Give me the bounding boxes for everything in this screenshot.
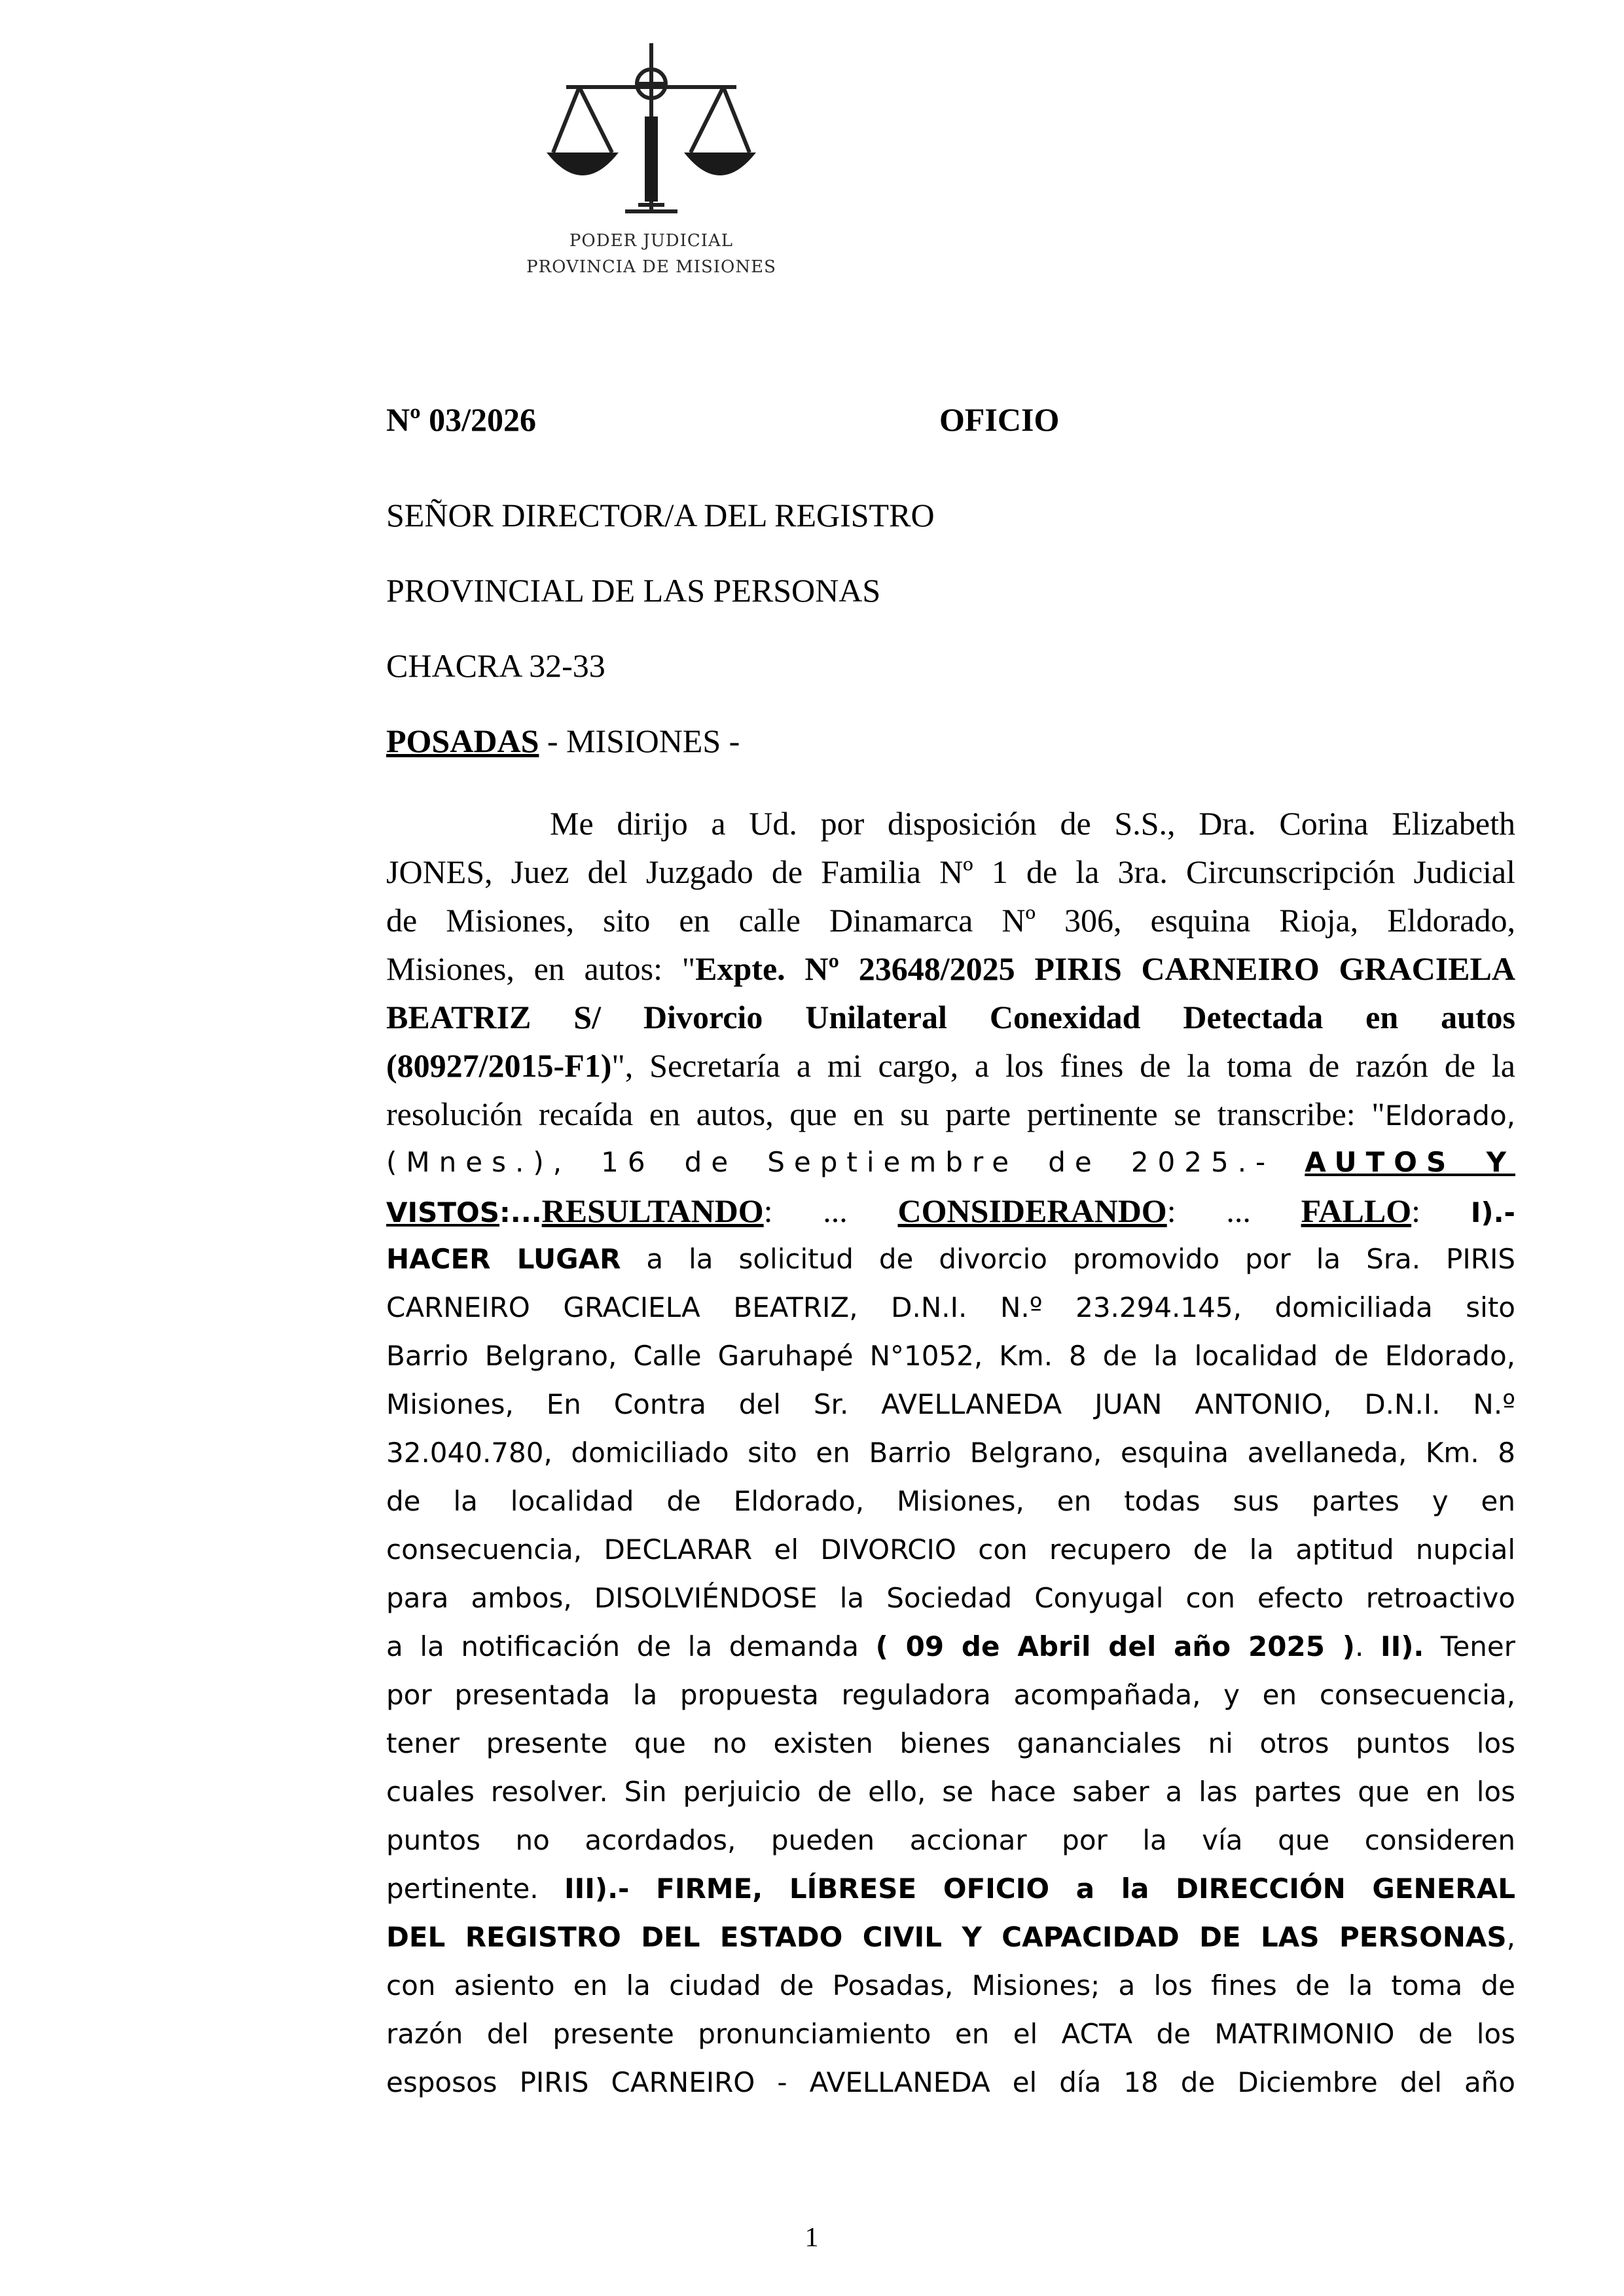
body-line-16: consecuencia, DECLARAR el DIVORCIO con recupero de la aptitud nupcial [386, 1534, 1515, 1566]
body-line-5 [386, 997, 1515, 1037]
body-line-14: 32.040.780, domiciliado sito en Barrio Belgrano, esquina avellaneda, Km. 8 [386, 1437, 1515, 1469]
text-span: , [1506, 1921, 1515, 1953]
body-line-11: CARNEIRO GRACIELA BEATRIZ, D.N.I. N.º 23.294.145, domiciliada sito [386, 1291, 1515, 1323]
letterhead-line-2: PROVINCIA DE MISIONES [526, 257, 776, 277]
text-span: ", Secretaría a mi cargo, a los fines de la toma de razón de la [611, 1047, 1515, 1084]
document-number: Nº 03/2026 [386, 401, 537, 438]
hacer-lugar-label: HACER LUGAR [386, 1243, 621, 1275]
body-line-4 [386, 949, 1515, 988]
text-span: Tener [1424, 1630, 1516, 1662]
body-line-15: de la localidad de Eldorado, Misiones, en todas sus partes y en [386, 1485, 1515, 1517]
body-line-26: razón del presente pronunciamiento en el ACTA de MATRIMONIO de los [386, 2018, 1515, 2050]
body-line-12: Barrio Belgrano, Calle Garuhapé N°1052, Km. 8 de la localidad de Eldorado, [386, 1340, 1515, 1372]
body-line-2: JONES, Juez del Juzgado de Familia Nº 1 de la 3ra. Circunscripción Judicial [386, 853, 1515, 890]
scales-of-justice-icon [540, 38, 763, 234]
body-line-10 [386, 1240, 1515, 1279]
body-line-1: Me dirijo a Ud. por disposición de S.S., Dra. Corina Elizabeth [550, 805, 1515, 842]
body-line-8 [386, 1143, 1515, 1182]
considerando-heading: CONSIDERANDO [897, 1193, 1167, 1229]
body-line-19: por presentada la propuesta reguladora acompañada, y en consecuencia, [386, 1679, 1515, 1711]
case-number: (80927/2015-F1) [386, 1047, 612, 1084]
letterhead-line-1: PODER JUDICIAL [569, 231, 734, 251]
vistos-heading: VISTOS [386, 1196, 499, 1229]
body-line-13: Misiones, En Contra del Sr. AVELLANEDA JUAN ANTONIO, D.N.I. N.º [386, 1388, 1515, 1420]
notification-date: ( 09 de Abril del año 2025 ) [875, 1630, 1355, 1662]
registry-name: DEL REGISTRO DEL ESTADO CIVIL Y CAPACIDAD DE LAS PERSONAS [386, 1921, 1507, 1953]
text-span: a la notificación de la demanda [386, 1630, 876, 1662]
body-line-21: cuales resolver. Sin perjuicio de ello, se hace saber a las partes que en los [386, 1776, 1515, 1808]
text-span: Eldorado, [1384, 1100, 1515, 1132]
autos-y-heading: AUTOS Y [1305, 1146, 1515, 1178]
text-span: . [1354, 1630, 1380, 1662]
body-line-20: tener presente que no existen bienes gananciales ni otros puntos los [386, 1727, 1515, 1759]
body-line-22: puntos no acordados, pueden accionar por la vía que consideren [386, 1824, 1515, 1856]
recipient-province: - MISIONES - [539, 723, 740, 759]
recipient-line-3: CHACRA 32-33 [386, 647, 605, 684]
point-two-label: II). [1380, 1630, 1424, 1662]
text-span: : [1411, 1193, 1471, 1229]
document-type: OFICIO [939, 401, 1060, 438]
resultando-heading: RESULTANDO [541, 1193, 764, 1229]
point-one-label: I).- [1470, 1196, 1515, 1229]
text-span: :... [499, 1196, 542, 1229]
body-line-27: esposos PIRIS CARNEIRO - AVELLANEDA el día 18 de Diciembre del año [386, 2066, 1515, 2098]
text-span: a la solicitud de divorcio promovido por la Sra. PIRIS [621, 1243, 1515, 1275]
body-line-3: de Misiones, sito en calle Dinamarca Nº 306, esquina Rioja, Eldorado, [386, 902, 1515, 939]
recipient-city: POSADAS [386, 723, 539, 759]
recipient-line-2: PROVINCIAL DE LAS PERSONAS [386, 572, 881, 609]
body-line-9 [386, 1191, 1515, 1230]
body-line-6 [386, 1046, 1515, 1085]
text-span: resolución recaída en autos, que en su parte pertinente se transcribe: " [386, 1096, 1385, 1132]
body-line-25: con asiento en la ciudad de Posadas, Misiones; a los fines de la toma de [386, 1969, 1515, 2001]
text-span: Misiones, en autos: " [386, 950, 696, 987]
text-span: pertinente. [386, 1873, 565, 1905]
text-span: (Mnes.), 16 de Septiembre de 2025.- [386, 1146, 1305, 1178]
text-span: : ... [763, 1193, 898, 1229]
body-line-24 [386, 1918, 1515, 1957]
recipient-city-line [386, 722, 740, 760]
case-title-part-1: Expte. Nº 23648/2025 PIRIS CARNEIRO GRACIELA [695, 950, 1515, 987]
page-number: 1 [804, 2223, 819, 2253]
recipient-line-1: SEÑOR DIRECTOR/A DEL REGISTRO [386, 497, 935, 533]
body-line-18 [386, 1627, 1515, 1666]
fallo-heading: FALLO [1301, 1193, 1412, 1229]
letterhead [514, 38, 789, 296]
body-line-23 [386, 1869, 1515, 1909]
case-title-part-2: BEATRIZ S/ Divorcio Unilateral Conexidad Detectada en autos [386, 999, 1515, 1035]
point-three-heading: III).- FIRME, LÍBRESE OFICIO a la DIRECCIÓN GENERAL [564, 1873, 1515, 1905]
body-line-17: para ambos, DISOLVIÉNDOSE la Sociedad Conyugal con efecto retroactivo [386, 1582, 1515, 1614]
text-span: : ... [1166, 1193, 1301, 1229]
body-line-7 [386, 1094, 1515, 1134]
